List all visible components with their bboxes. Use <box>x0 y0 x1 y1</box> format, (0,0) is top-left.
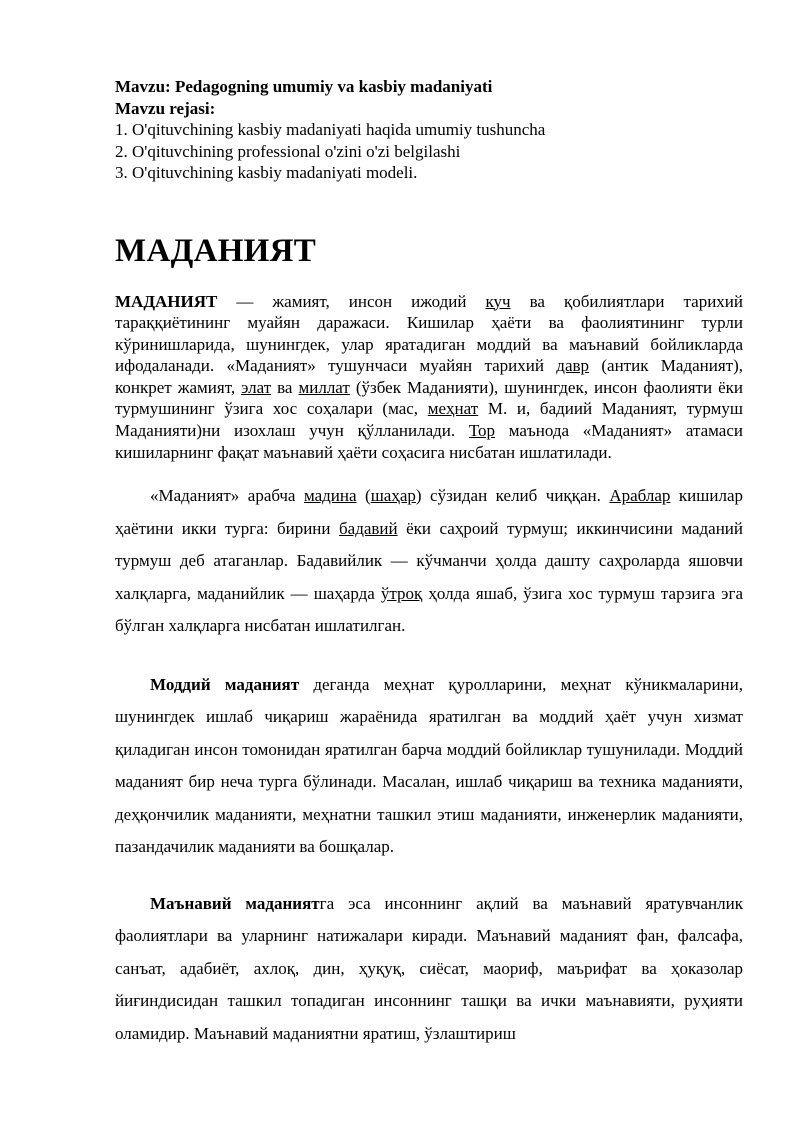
text-run: М. и, бадиий Маданият, турмуш Маданияти)ни изохлаш учун қўлланилади. <box>115 399 743 441</box>
text-run: ва қобилиятлари тарихий тараққиётининг муайян даражаси. Кишилар ҳаёти ва фаолиятининг турли кўринишларида, шунингдек, улар яратадиган моддий ва маънавий бойликларда ифодаланади. «Маданият» тушунчаси муайян тарихий <box>115 291 743 376</box>
definition-paragraph <box>115 291 743 464</box>
text-run: ) сўзидан келиб чиққан. <box>415 486 610 506</box>
spiritual-culture-paragraph <box>115 888 743 1051</box>
text-run: га эса инсоннинг ақлий ва маънавий яратувчанлик фаолиятлари ва уларнинг натижалари киради. Маънавий маданият фан, фалсафа, санъат, адабиёт, ахлоқ, дин, ҳуқуқ, сиёсат, маориф, маърифат ва ҳоказолар йиғиндисидан ташкил топадиган инсоннинг ташқи ва ички маънавияти, руҳияти оламидир. Маънавий маданиятни яратиш, ўзлаштириш <box>115 893 743 1043</box>
spiritual-culture-term: Маънавий маданият <box>150 893 320 913</box>
plan-heading <box>115 98 743 120</box>
text-run: (ўзбек Маданияти), шунингдек, инсон фаолияти ёки турмушининг ўзига хос соҳалари (мас, <box>115 377 743 419</box>
link-arablar[interactable]: Араблар <box>609 486 671 506</box>
link-elat[interactable]: элат <box>241 377 272 397</box>
text-run: деганда меҳнат қуролларини, меҳнат кўникмаларини, шунингдек ишлаб чиқариш жараёнида яратилган ва моддий ҳаёт учун хизмат қиладиган инсон томонидан яратилган барча моддий бойликлар тушунилади. Моддий маданият бир неча турга бўлинади. Масалан, ишлаб чиқариш ва техника маданияти, деҳқончилик маданияти, меҳнатни ташкил этиш маданияти, инженерлик маданияти, пазандачилик маданияти ва бошқалар. <box>115 674 743 857</box>
text-run: кишилар ҳаётини икки турга: бирини <box>115 486 743 538</box>
etymology-paragraph <box>115 480 743 643</box>
topic-heading <box>115 76 743 98</box>
link-kuch[interactable]: куч <box>485 291 511 311</box>
text-run: — жамият, инсон ижодий <box>217 291 486 311</box>
link-mehnat[interactable]: меҳнат <box>427 399 479 419</box>
plan-item-1: 1. O'qituvchining kasbiy madaniyati haqida umumiy tushuncha <box>115 120 546 139</box>
text-run: ва <box>271 377 299 397</box>
page-title: МАДАНИЯТ <box>115 232 317 269</box>
topic-label: Mavzu: Pedagogning umumiy va kasbiy madaniyati <box>115 77 493 96</box>
link-utroq[interactable]: ўтроқ <box>380 583 423 603</box>
material-culture-term: Моддий маданият <box>150 674 300 694</box>
text-run: «Маданият» арабча <box>150 486 304 506</box>
definition-term: МАДАНИЯТ <box>115 291 218 311</box>
link-madina[interactable]: мадина <box>303 486 357 506</box>
link-davr[interactable]: давр <box>556 356 590 376</box>
text-run: ҳолда яшаб, ўзига хос турмуш тарзига эга бўлган халқларга нисбатан ишлатилган. <box>115 583 743 636</box>
link-tor[interactable]: Тор <box>468 421 495 441</box>
plan-label: Mavzu rejasi: <box>115 98 216 118</box>
text-run: (антик Маданият), конкрет жамият, <box>115 356 743 397</box>
text-run: ( <box>356 486 371 506</box>
text-run: ёки саҳроий турмуш; иккинчисини маданий турмуш деб атаганлар. Бадавийлик — кўчманчи ҳолда дашту саҳроларда яшовчи халқларга, маданийлик — шаҳарда <box>115 518 743 603</box>
document-page <box>115 76 743 1050</box>
link-shahar[interactable]: шаҳар <box>370 486 416 506</box>
plan-item-3: 3. O'qituvchining kasbiy madaniyati modeli. <box>115 163 418 182</box>
plan-item-2: 2. O'qituvchining professional o'zini o'zi belgilashi <box>115 141 461 161</box>
link-badaviy[interactable]: бадавий <box>339 518 398 538</box>
material-culture-paragraph <box>115 669 743 864</box>
link-millat[interactable]: миллат <box>298 377 350 397</box>
text-run: маънода «Маданият» атамаси кишиларнинг фақат маънавий ҳаёти соҳасига нисбатан ишлатилади. <box>115 421 743 462</box>
